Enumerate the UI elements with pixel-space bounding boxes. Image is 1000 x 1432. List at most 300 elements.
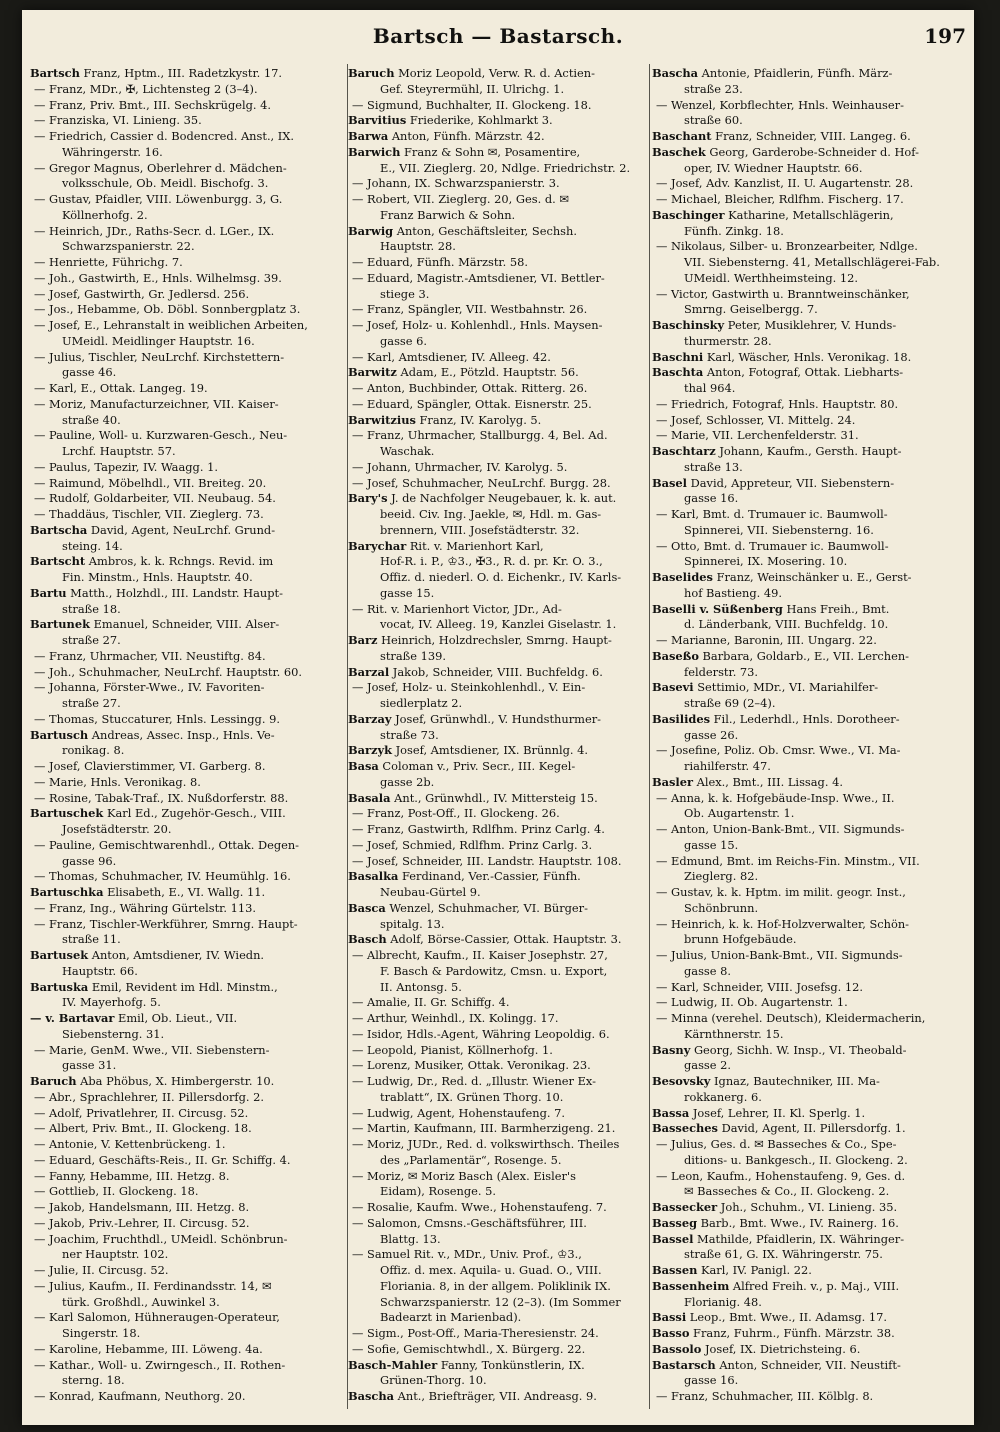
continuation-line: gasse 96. — [62, 853, 117, 868]
sub-entry: — Pauline, Woll- u. Kurzwaren-Gesch., Neu- — [34, 428, 288, 443]
continuation-line: Köllnerhofg. 2. — [62, 207, 148, 222]
surname: Baschni — [652, 349, 704, 364]
sub-entry: — Nikolaus, Silber- u. Bronzearbeiter, Ndlge. — [656, 239, 918, 254]
entry-details: Karl, Wäscher, Hnls. Veronikag. 18. — [703, 349, 912, 364]
surname: Basch-Mahler — [348, 1357, 438, 1372]
sub-entry: — Anton, Buchbinder, Ottak. Ritterg. 26. — [352, 381, 588, 395]
entry-details: Hans Freih., Bmt. — [782, 601, 890, 616]
sub-entry: — Heinrich, JDr., Raths-Secr. d. LGer., IX. — [34, 223, 275, 238]
surname-entry — [652, 1326, 970, 1342]
sub-entry: — Rosine, Tabak-Traf., IX. Nußdorferstr. 88. — [34, 790, 289, 805]
continuation-line: thal 964. — [684, 381, 736, 395]
surname: Basilides — [652, 711, 711, 726]
surname: Baseßo — [652, 648, 699, 663]
surname: Baschtarz — [652, 444, 716, 458]
surname: Barwitz — [348, 365, 397, 380]
surname-entry — [652, 1106, 970, 1122]
sub-entry: — Julie, II. Circusg. 52. — [34, 1263, 169, 1277]
continuation-line: riahilferstr. 47. — [684, 759, 771, 773]
continuation-line: Floriania. 8, in der allgem. Poliklinik IX. — [380, 1278, 611, 1293]
sub-entry: — Heinrich, k. k. Hof-Holzverwalter, Schön- — [656, 916, 910, 931]
surname: Bassi — [652, 1310, 687, 1325]
surname: Baselli v. Süßenberg — [652, 601, 783, 616]
sub-entry: — Josef, Gastwirth, Gr. Jedlersd. 256. — [34, 286, 250, 301]
surname-entry — [30, 948, 346, 964]
surname: Baschek — [652, 144, 706, 159]
surname: Barvitius — [348, 113, 407, 128]
sub-entry: — Fanny, Hebamme, III. Hetzg. 8. — [34, 1168, 230, 1183]
entry-details: Emil, Revident im Hdl. Minstm., — [88, 979, 278, 994]
continuation-line: E., VII. Zieglerg. 20, Ndlge. Friedrichstr. 2. — [380, 160, 631, 175]
page-number: 197 — [924, 24, 966, 48]
surname-entry — [652, 350, 970, 366]
entry-details: Heinrich, Holzdrechsler, Smrng. Haupt- — [377, 633, 612, 647]
entry-details: Emil, Ob. Lieut., VII. — [114, 1011, 238, 1025]
surname-entry — [348, 491, 646, 507]
surname: Barwitzius — [348, 412, 416, 427]
entry-details: David, Agent, II. Pillersdorfg. 1. — [717, 1121, 906, 1136]
sub-entry: — Thomas, Stuccaturer, Hnls. Lessingg. 9. — [34, 711, 280, 726]
surname: Basseches — [652, 1121, 718, 1136]
entry-details: Franz & Sohn ✉, Posamentire, — [400, 144, 581, 159]
surname-entry — [348, 901, 646, 917]
surname-entry — [652, 1358, 970, 1374]
sub-entry: — Friedrich, Cassier d. Bodencred. Anst., IX. — [34, 129, 295, 143]
continuation-line: straße 27. — [62, 633, 121, 647]
surname: Baruch — [348, 66, 395, 80]
sub-entry: — Thomas, Schuhmacher, IV. Heumühlg. 16. — [34, 869, 291, 884]
entry-details: Karl Ed., Zugehör-Gesch., VIII. — [103, 806, 286, 821]
surname: Baselides — [652, 570, 713, 584]
continuation-line: des „Parlamentär“, Rosenge. 5. — [380, 1152, 562, 1167]
continuation-line: beeid. Civ. Ing. Jaekle, ✉, Hdl. m. Gas- — [380, 507, 602, 521]
continuation-line: Gef. Steyrermühl, II. Ulrichg. 1. — [380, 81, 565, 96]
continuation-line: Florianig. 48. — [684, 1294, 762, 1309]
sub-entry: — Marie, Hnls. Veronikag. 8. — [34, 774, 201, 789]
continuation-line: brunn Hofgebäude. — [684, 932, 797, 947]
continuation-line: UMeidl. Meidlinger Hauptstr. 16. — [62, 333, 255, 348]
continuation-line: Neubau-Gürtel 9. — [380, 885, 481, 899]
sub-entry: — Salomon, Cmsns.-Geschäftsführer, III. — [352, 1215, 587, 1230]
continuation-line: Lrchf. Hauptstr. 57. — [62, 444, 176, 458]
sub-entry: — Joachim, Fruchthdl., UMeidl. Schönbrun- — [34, 1231, 288, 1246]
surname: Barwich — [348, 144, 401, 159]
sub-entry: — Paulus, Tapezir, IV. Waagg. 1. — [34, 459, 218, 474]
sub-entry: — Michael, Bleicher, Rdlfhm. Fischerg. 17. — [656, 192, 904, 206]
surname-entry — [652, 365, 970, 381]
surname-entry — [348, 712, 646, 728]
sub-entry: — Franz, Uhrmacher, VII. Neustiftg. 84. — [34, 648, 266, 663]
running-title: Bartsch — Bastarsch. — [372, 24, 624, 48]
surname-entry — [652, 602, 970, 618]
continuation-line: sterng. 18. — [62, 1373, 125, 1388]
surname: Bartusch — [30, 727, 89, 742]
surname: Bassa — [652, 1105, 690, 1120]
continuation-line: Fin. Minstm., Hnls. Hauptstr. 40. — [62, 570, 253, 584]
sub-entry: — Karl, Amtsdiener, IV. Alleeg. 42. — [352, 349, 551, 364]
sub-entry: — Martin, Kaufmann, III. Barmherzigeng. 21. — [352, 1121, 616, 1136]
sub-entry: — Julius, Ges. d. ✉ Basseches & Co., Spe- — [656, 1137, 897, 1151]
entry-details: Franz, Schneider, VIII. Langeg. 6. — [711, 129, 911, 143]
entry-details: Josef, IX. Dietrichsteing. 6. — [701, 1341, 861, 1356]
sub-entry: — Samuel Rit. v., MDr., Univ. Prof., ♔3., — [352, 1247, 582, 1262]
sub-entry: — Franz, Post-Off., II. Glockeng. 26. — [352, 806, 560, 821]
sub-entry: — Albrecht, Kaufm., II. Kaiser Josephstr. 27, — [352, 948, 608, 962]
continuation-line: gasse 6. — [380, 333, 428, 348]
column-rule — [649, 64, 650, 1409]
entry-details: Franz, Hptm., III. Radetzkystr. 17. — [79, 66, 283, 80]
continuation-line: straße 73. — [380, 727, 439, 742]
sub-entry: — Kathar., Woll- u. Zwirngesch., II. Rothen- — [34, 1357, 286, 1372]
entry-details: David, Agent, NeuLrchf. Grund- — [87, 522, 276, 537]
surname: Barwa — [348, 129, 389, 143]
continuation-line: Schönbrunn. — [684, 900, 759, 915]
sub-entry: — Sigmund, Buchhalter, II. Glockeng. 18. — [352, 97, 592, 112]
sub-entry: — Johanna, Förster-Wwe., IV. Favoriten- — [34, 680, 265, 695]
sub-entry: — Sofie, Gemischtwhdl., X. Bürgerg. 22. — [352, 1341, 586, 1356]
entry-details: Alex., Bmt., III. Lissag. 4. — [693, 774, 843, 789]
sub-entry: — Friedrich, Fotograf, Hnls. Hauptstr. 80. — [656, 396, 899, 411]
surname-entry — [652, 1200, 970, 1216]
surname-entry — [348, 869, 646, 885]
continuation-line: straße 60. — [684, 113, 743, 128]
sub-entry: — Eduard, Fünfh. Märzstr. 58. — [352, 255, 528, 269]
surname: Barzyk — [348, 743, 392, 758]
surname: Basa — [348, 759, 379, 773]
sub-entry: — Sigm., Post-Off., Maria-Theresienstr. 24. — [352, 1326, 599, 1340]
entry-details: Leop., Bmt. Wwe., II. Adamsg. 17. — [686, 1310, 888, 1325]
continuation-line: gasse 15. — [380, 585, 435, 600]
surname-entry — [348, 932, 646, 948]
entry-details: Friederike, Kohlmarkt 3. — [406, 113, 553, 128]
continuation-line: Siebensterng. 31. — [62, 1026, 165, 1041]
sub-entry: — Gregor Magnus, Oberlehrer d. Mädchen- — [34, 160, 287, 175]
continuation-line: Kärnthnerstr. 15. — [684, 1026, 784, 1041]
sub-entry: — Pauline, Gemischtwarenhdl., Ottak. Degen- — [34, 837, 300, 852]
continuation-line: gasse 26. — [684, 727, 739, 742]
sub-entry: — Albert, Priv. Bmt., II. Glockeng. 18. — [34, 1121, 252, 1136]
continuation-line: spitalg. 13. — [380, 916, 445, 931]
sub-entry: — Eduard, Spängler, Ottak. Eisnerstr. 25. — [352, 396, 592, 411]
sub-entry: — Amalie, II. Gr. Schiffg. 4. — [352, 995, 510, 1010]
sub-entry: — Antonie, V. Kettenbrückeng. 1. — [34, 1137, 226, 1151]
entry-details: Georg, Sichh. W. Insp., VI. Theobald- — [690, 1042, 907, 1057]
sub-entry: — Josef, Clavierstimmer, VI. Garberg. 8. — [34, 759, 266, 773]
sub-entry: — Gustav, Pfaidler, VIII. Löwenburgg. 3, G. — [34, 192, 283, 206]
entry-details: Johann, Kaufm., Gersth. Haupt- — [715, 444, 902, 458]
surname-entry — [652, 712, 970, 728]
continuation-line: türk. Großhdl., Auwinkel 3. — [62, 1294, 220, 1309]
surname: Bascha — [348, 1389, 395, 1403]
entry-details: Alfred Freih. v., p. Maj., VIII. — [729, 1278, 900, 1293]
continuation-line: VII. Siebensterng. 41, Metallschlägerei-Fab. — [684, 255, 940, 269]
continuation-line: Hof-R. i. P., ♔3., ✠3., R. d. pr. Kr. O. 3., — [380, 554, 603, 569]
surname: Basevi — [652, 680, 694, 695]
continuation-line: stiege 3. — [380, 286, 430, 301]
sub-entry: — Franz, Uhrmacher, Stallburgg. 4, Bel. Ad. — [352, 428, 608, 443]
entry-details: Peter, Musiklehrer, V. Hunds- — [724, 318, 897, 332]
column-3 — [652, 66, 970, 1405]
entry-details: Barbara, Goldarb., E., VII. Lerchen- — [698, 648, 910, 663]
continuation-line: straße 139. — [380, 648, 446, 663]
surname-entry — [652, 1216, 970, 1232]
entry-details: Franz, Fuhrm., Fünfh. Märzstr. 38. — [689, 1326, 895, 1340]
continuation-line: F. Basch & Pardowitz, Cmsn. u. Export, — [380, 963, 608, 978]
sub-entry: — Franz, Spängler, VII. Westbahnstr. 26. — [352, 302, 588, 317]
sub-entry: — Moriz, Manufacturzeichner, VII. Kaiser- — [34, 396, 279, 411]
entry-details: Rit. v. Marienhort Karl, — [406, 538, 544, 553]
sub-entry: — Josef, Schlosser, VI. Mittelg. 24. — [656, 412, 856, 427]
continuation-line: Grünen-Thorg. 10. — [380, 1373, 487, 1388]
surname: Bassecker — [652, 1200, 718, 1214]
surname-entry — [652, 1232, 970, 1248]
surname-entry — [30, 1074, 346, 1090]
surname-entry — [652, 775, 970, 791]
entry-details: Matth., Holzhdl., III. Landstr. Haupt- — [66, 585, 283, 600]
surname: Bassel — [652, 1231, 694, 1246]
entry-details: Ambros, k. k. Rchngs. Revid. im — [85, 554, 274, 569]
continuation-line: volksschule, Ob. Meidl. Bischofg. 3. — [62, 176, 269, 191]
entry-details: Aba Phöbus, X. Himbergerstr. 10. — [76, 1074, 275, 1088]
sub-entry: — Josefine, Poliz. Ob. Cmsr. Wwe., VI. Ma- — [656, 743, 901, 758]
surname-entry — [30, 806, 346, 822]
sub-entry: — Josef, Holz- u. Steinkohlenhdl., V. Ein- — [352, 680, 586, 695]
entry-details: Ignaz, Bautechniker, III. Ma- — [710, 1074, 880, 1088]
page-header — [22, 24, 974, 54]
continuation-line: Hauptstr. 28. — [380, 239, 456, 254]
continuation-line: Ob. Augartenstr. 1. — [684, 806, 795, 821]
entry-details: J. de Nachfolger Neugebauer, k. k. aut. — [387, 491, 617, 506]
entry-details: Fanny, Tonkünstlerin, IX. — [437, 1357, 585, 1372]
sub-entry: — Josef, Holz- u. Kohlenhdl., Hnls. Maysen- — [352, 318, 603, 332]
continuation-line: Zieglerg. 82. — [684, 869, 759, 884]
entry-details: Josef, Amtsdiener, IX. Brünnlg. 4. — [392, 743, 589, 758]
continuation-line: UMeidl. Werthheimsteing. 12. — [684, 270, 859, 285]
continuation-line: brennern, VIII. Josefstädterstr. 32. — [380, 522, 580, 537]
sub-entry: — Robert, VII. Zieglerg. 20, Ges. d. ✉ — [352, 192, 569, 206]
surname-entry — [652, 570, 970, 586]
continuation-line: Schwarzspanierstr. 12 (2–3). (Im Sommer — [380, 1294, 621, 1309]
entry-details: Joh., Schuhm., VI. Linieng. 35. — [717, 1200, 898, 1214]
continuation-line: gasse 31. — [62, 1058, 117, 1073]
continuation-line: Blattg. 13. — [380, 1231, 441, 1246]
continuation-line: Badearzt in Marienbad). — [380, 1310, 522, 1325]
surname-entry — [30, 1011, 346, 1027]
entry-details: Ferdinand, Ver.-Cassier, Fünfh. — [398, 869, 581, 884]
surname: Basel — [652, 475, 687, 490]
continuation-line: gasse 15. — [684, 837, 739, 852]
surname: Baschinsky — [652, 318, 725, 332]
sub-entry: — Henriette, Führichg. 7. — [34, 255, 183, 269]
sub-entry: — Ludwig, Dr., Red. d. „Illustr. Wiener Ex- — [352, 1074, 597, 1088]
continuation-line: Franz Barwich & Sohn. — [380, 207, 516, 222]
continuation-line: rokkanerg. 6. — [684, 1089, 762, 1104]
sub-entry: — Gustav, k. k. Hptm. im milit. geogr. Inst., — [656, 885, 906, 899]
surname: Basalka — [348, 869, 399, 884]
entry-details: Anton, Fünfh. Märzstr. 42. — [388, 129, 545, 143]
entry-details: Franz, Weinschänker u. E., Gerst- — [712, 570, 912, 584]
entry-details: Anton, Schneider, VII. Neustift- — [715, 1357, 901, 1372]
surname-entry — [30, 66, 346, 82]
entry-details: Karl, IV. Panigl. 22. — [697, 1263, 812, 1277]
surname-entry — [348, 224, 646, 240]
continuation-line: Eidam), Rosenge. 5. — [380, 1184, 497, 1199]
surname-entry — [652, 1342, 970, 1358]
entry-details: Fil., Lederhdl., Hnls. Dorotheer- — [710, 711, 900, 726]
entry-details: Franz, IV. Karolyg. 5. — [415, 412, 542, 427]
surname-entry — [652, 1310, 970, 1326]
surname: Basny — [652, 1042, 691, 1057]
continuation-line: gasse 2b. — [380, 774, 435, 789]
surname: Basala — [348, 790, 391, 805]
surname: Bartusek — [30, 948, 89, 962]
sub-entry: — Josef, Schneider, III. Landstr. Hauptstr. 108. — [352, 853, 622, 868]
continuation-line: gasse 46. — [62, 365, 117, 380]
entry-details: Moriz Leopold, Verw. R. d. Actien- — [394, 66, 595, 80]
sub-entry: — Julius, Tischler, NeuLrchf. Kirchstettern- — [34, 349, 285, 364]
surname-entry — [30, 586, 346, 602]
surname-entry — [30, 523, 346, 539]
continuation-line: straße 61, G. IX. Währingerstr. 75. — [684, 1247, 883, 1262]
surname-entry — [348, 791, 646, 807]
surname: Baruch — [30, 1074, 77, 1088]
surname-entry — [348, 129, 646, 145]
sub-entry: — Otto, Bmt. d. Trumauer ic. Baumwoll- — [656, 538, 889, 553]
surname-entry — [348, 633, 646, 649]
entry-details: Ant., Briefträger, VII. Andreasg. 9. — [394, 1389, 597, 1403]
sub-entry: — Marie, GenM. Wwe., VII. Siebenstern- — [34, 1042, 270, 1057]
surname: Bartuska — [30, 979, 89, 994]
sub-entry: — Eduard, Magistr.-Amtsdiener, VI. Bettler- — [352, 270, 605, 285]
sub-entry: — Julius, Union-Bank-Bmt., VII. Sigmunds- — [656, 948, 903, 962]
sub-entry: — Josef, Adv. Kanzlist, II. U. Augartenstr. 28. — [656, 176, 914, 191]
surname: Bascha — [652, 66, 699, 80]
sub-entry: — Moriz, ✉ Moriz Basch (Alex. Eisler's — [352, 1168, 576, 1183]
sub-entry: — Karl, E., Ottak. Langeg. 19. — [34, 381, 208, 395]
column-1 — [30, 66, 346, 1405]
continuation-line: straße 27. — [62, 696, 121, 710]
continuation-line: straße 40. — [62, 412, 121, 427]
surname-entry — [30, 980, 346, 996]
surname: — v. Bartavar — [30, 1011, 115, 1025]
continuation-line: straße 13. — [684, 459, 743, 474]
surname-entry — [348, 365, 646, 381]
surname: Bassolo — [652, 1341, 702, 1356]
surname: Bassenheim — [652, 1278, 730, 1293]
surname: Barwig — [348, 223, 394, 238]
continuation-line: Josefstädterstr. 20. — [62, 822, 172, 836]
sub-entry: — Karoline, Hebamme, III. Löweng. 4a. — [34, 1341, 263, 1356]
surname-entry — [348, 1389, 646, 1405]
sub-entry: — Victor, Gastwirth u. Branntweinschänker, — [656, 286, 910, 301]
surname-entry — [348, 539, 646, 555]
sub-entry: — Lorenz, Musiker, Ottak. Veronikag. 23. — [352, 1058, 591, 1073]
sub-entry: — Leopold, Pianist, Köllnerhofg. 1. — [352, 1042, 553, 1057]
surname: Barzay — [348, 711, 392, 726]
surname-entry — [652, 1279, 970, 1295]
sub-entry: — Gottlieb, II. Glockeng. 18. — [34, 1184, 199, 1199]
continuation-line: hof Bastieng. 49. — [684, 585, 782, 600]
sub-entry: — Josef, E., Lehranstalt in weiblichen Arbeiten, — [34, 318, 308, 332]
surname: Basch — [348, 932, 387, 947]
continuation-line: straße 18. — [62, 601, 121, 616]
continuation-line: Offiz. d. mex. Aquila- u. Guad. O., VIII. — [380, 1263, 602, 1277]
surname: Bary's — [348, 491, 388, 506]
surname-entry — [652, 649, 970, 665]
continuation-line: Fünfh. Zinkg. 18. — [684, 223, 784, 238]
entry-details: Barb., Bmt. Wwe., IV. Rainerg. 16. — [697, 1215, 899, 1230]
sub-entry: — Joh., Schuhmacher, NeuLrchf. Hauptstr. 60. — [34, 664, 303, 679]
sub-entry: — Eduard, Geschäfts-Reis., II. Gr. Schiffg. 4. — [34, 1152, 291, 1167]
sub-entry: — Arthur, Weinhdl., IX. Kolingg. 17. — [352, 1011, 559, 1025]
surname: Bartsch — [30, 66, 80, 80]
sub-entry: — Ludwig, Agent, Hohenstaufeng. 7. — [352, 1105, 565, 1120]
continuation-line: ditions- u. Bankgesch., II. Glockeng. 2. — [684, 1152, 908, 1167]
sub-entry: — Jos., Hebamme, Ob. Döbl. Sonnbergplatz 3. — [34, 302, 301, 317]
continuation-line: Offiz. d. niederl. O. d. Eichenkr., IV. Karls- — [380, 570, 622, 584]
entry-details: Ant., Grünwhdl., IV. Mittersteig 15. — [390, 790, 598, 805]
sub-entry: — Franziska, VI. Linieng. 35. — [34, 113, 202, 128]
continuation-line: trablatt“, IX. Grünen Thorg. 10. — [380, 1089, 564, 1104]
sub-entry: — Marie, VII. Lerchenfelderstr. 31. — [656, 428, 859, 443]
entry-details: Antonie, Pfaidlerin, Fünfh. März- — [698, 66, 893, 80]
continuation-line: d. Länderbank, VIII. Buchfeldg. 10. — [684, 617, 889, 632]
entry-details: Josef, Grünwhdl., V. Hundsthurmer- — [391, 711, 602, 726]
continuation-line: Spinnerei, VII. Siebensterng. 16. — [684, 522, 874, 537]
sub-entry: — Rosalie, Kaufm. Wwe., Hohenstaufeng. 7. — [352, 1200, 607, 1214]
surname-entry — [30, 728, 346, 744]
surname-entry — [652, 1263, 970, 1279]
sub-entry: — Rudolf, Goldarbeiter, VII. Neubaug. 54. — [34, 491, 276, 506]
sub-entry: — Anton, Union-Bank-Bmt., VII. Sigmunds- — [656, 822, 905, 836]
entry-details: Emanuel, Schneider, VIII. Alser- — [89, 617, 280, 632]
sub-entry: — Franz, MDr., ✠, Lichtensteg 2 (3–4). — [34, 81, 258, 96]
sub-entry: — Rit. v. Marienhort Victor, JDr., Ad- — [352, 601, 562, 616]
surname: Bartu — [30, 585, 67, 600]
surname: Basseg — [652, 1215, 698, 1230]
sub-entry: — Jakob, Handelsmann, III. Hetzg. 8. — [34, 1200, 250, 1214]
continuation-line: siedlerplatz 2. — [380, 696, 463, 710]
sub-entry: — Josef, Schuhmacher, NeuLrchf. Burgg. 28. — [352, 475, 611, 490]
surname-entry — [652, 318, 970, 334]
entry-details: Coloman v., Priv. Secr., III. Kegel- — [378, 759, 576, 773]
surname: Bartuschka — [30, 885, 104, 899]
sub-entry: — Jakob, Priv.-Lehrer, II. Circusg. 52. — [34, 1215, 250, 1230]
column-2 — [348, 66, 646, 1405]
sub-entry: — Edmund, Bmt. im Reichs-Fin. Minstm., VII. — [656, 853, 920, 868]
continuation-line: Schwarzspanierstr. 22. — [62, 239, 195, 254]
entry-details: David, Appreteur, VII. Siebenstern- — [687, 475, 895, 490]
entry-details: Adam, E., Pötzld. Hauptstr. 56. — [396, 365, 579, 380]
continuation-line: vocat, IV. Alleeg. 19, Kanzlei Giselastr. 1. — [380, 617, 617, 632]
sub-entry: — Adolf, Privatlehrer, II. Circusg. 52. — [34, 1105, 249, 1120]
sub-entry: — Minna (verehel. Deutsch), Kleidermacherin, — [656, 1011, 926, 1025]
surname-entry — [348, 1358, 646, 1374]
continuation-line: ner Hauptstr. 102. — [62, 1247, 169, 1262]
sub-entry: — Josef, Schmied, Rdlfhm. Prinz Carlg. 3. — [352, 837, 593, 852]
surname: Basso — [652, 1326, 690, 1340]
surname: Baschinger — [652, 207, 725, 222]
surname: Basca — [348, 900, 386, 915]
sub-entry: — Konrad, Kaufmann, Neuthorg. 20. — [34, 1389, 246, 1403]
surname-entry — [348, 413, 646, 429]
entry-details: Anton, Fotograf, Ottak. Liebharts- — [703, 365, 904, 380]
surname-entry — [652, 129, 970, 145]
sub-entry: — Thaddäus, Tischler, VII. Zieglerg. 73. — [34, 507, 264, 521]
sub-entry: — Franz, Schuhmacher, III. Kölblg. 8. — [656, 1389, 874, 1403]
surname-entry — [652, 208, 970, 224]
surname: Besovsky — [652, 1074, 711, 1088]
